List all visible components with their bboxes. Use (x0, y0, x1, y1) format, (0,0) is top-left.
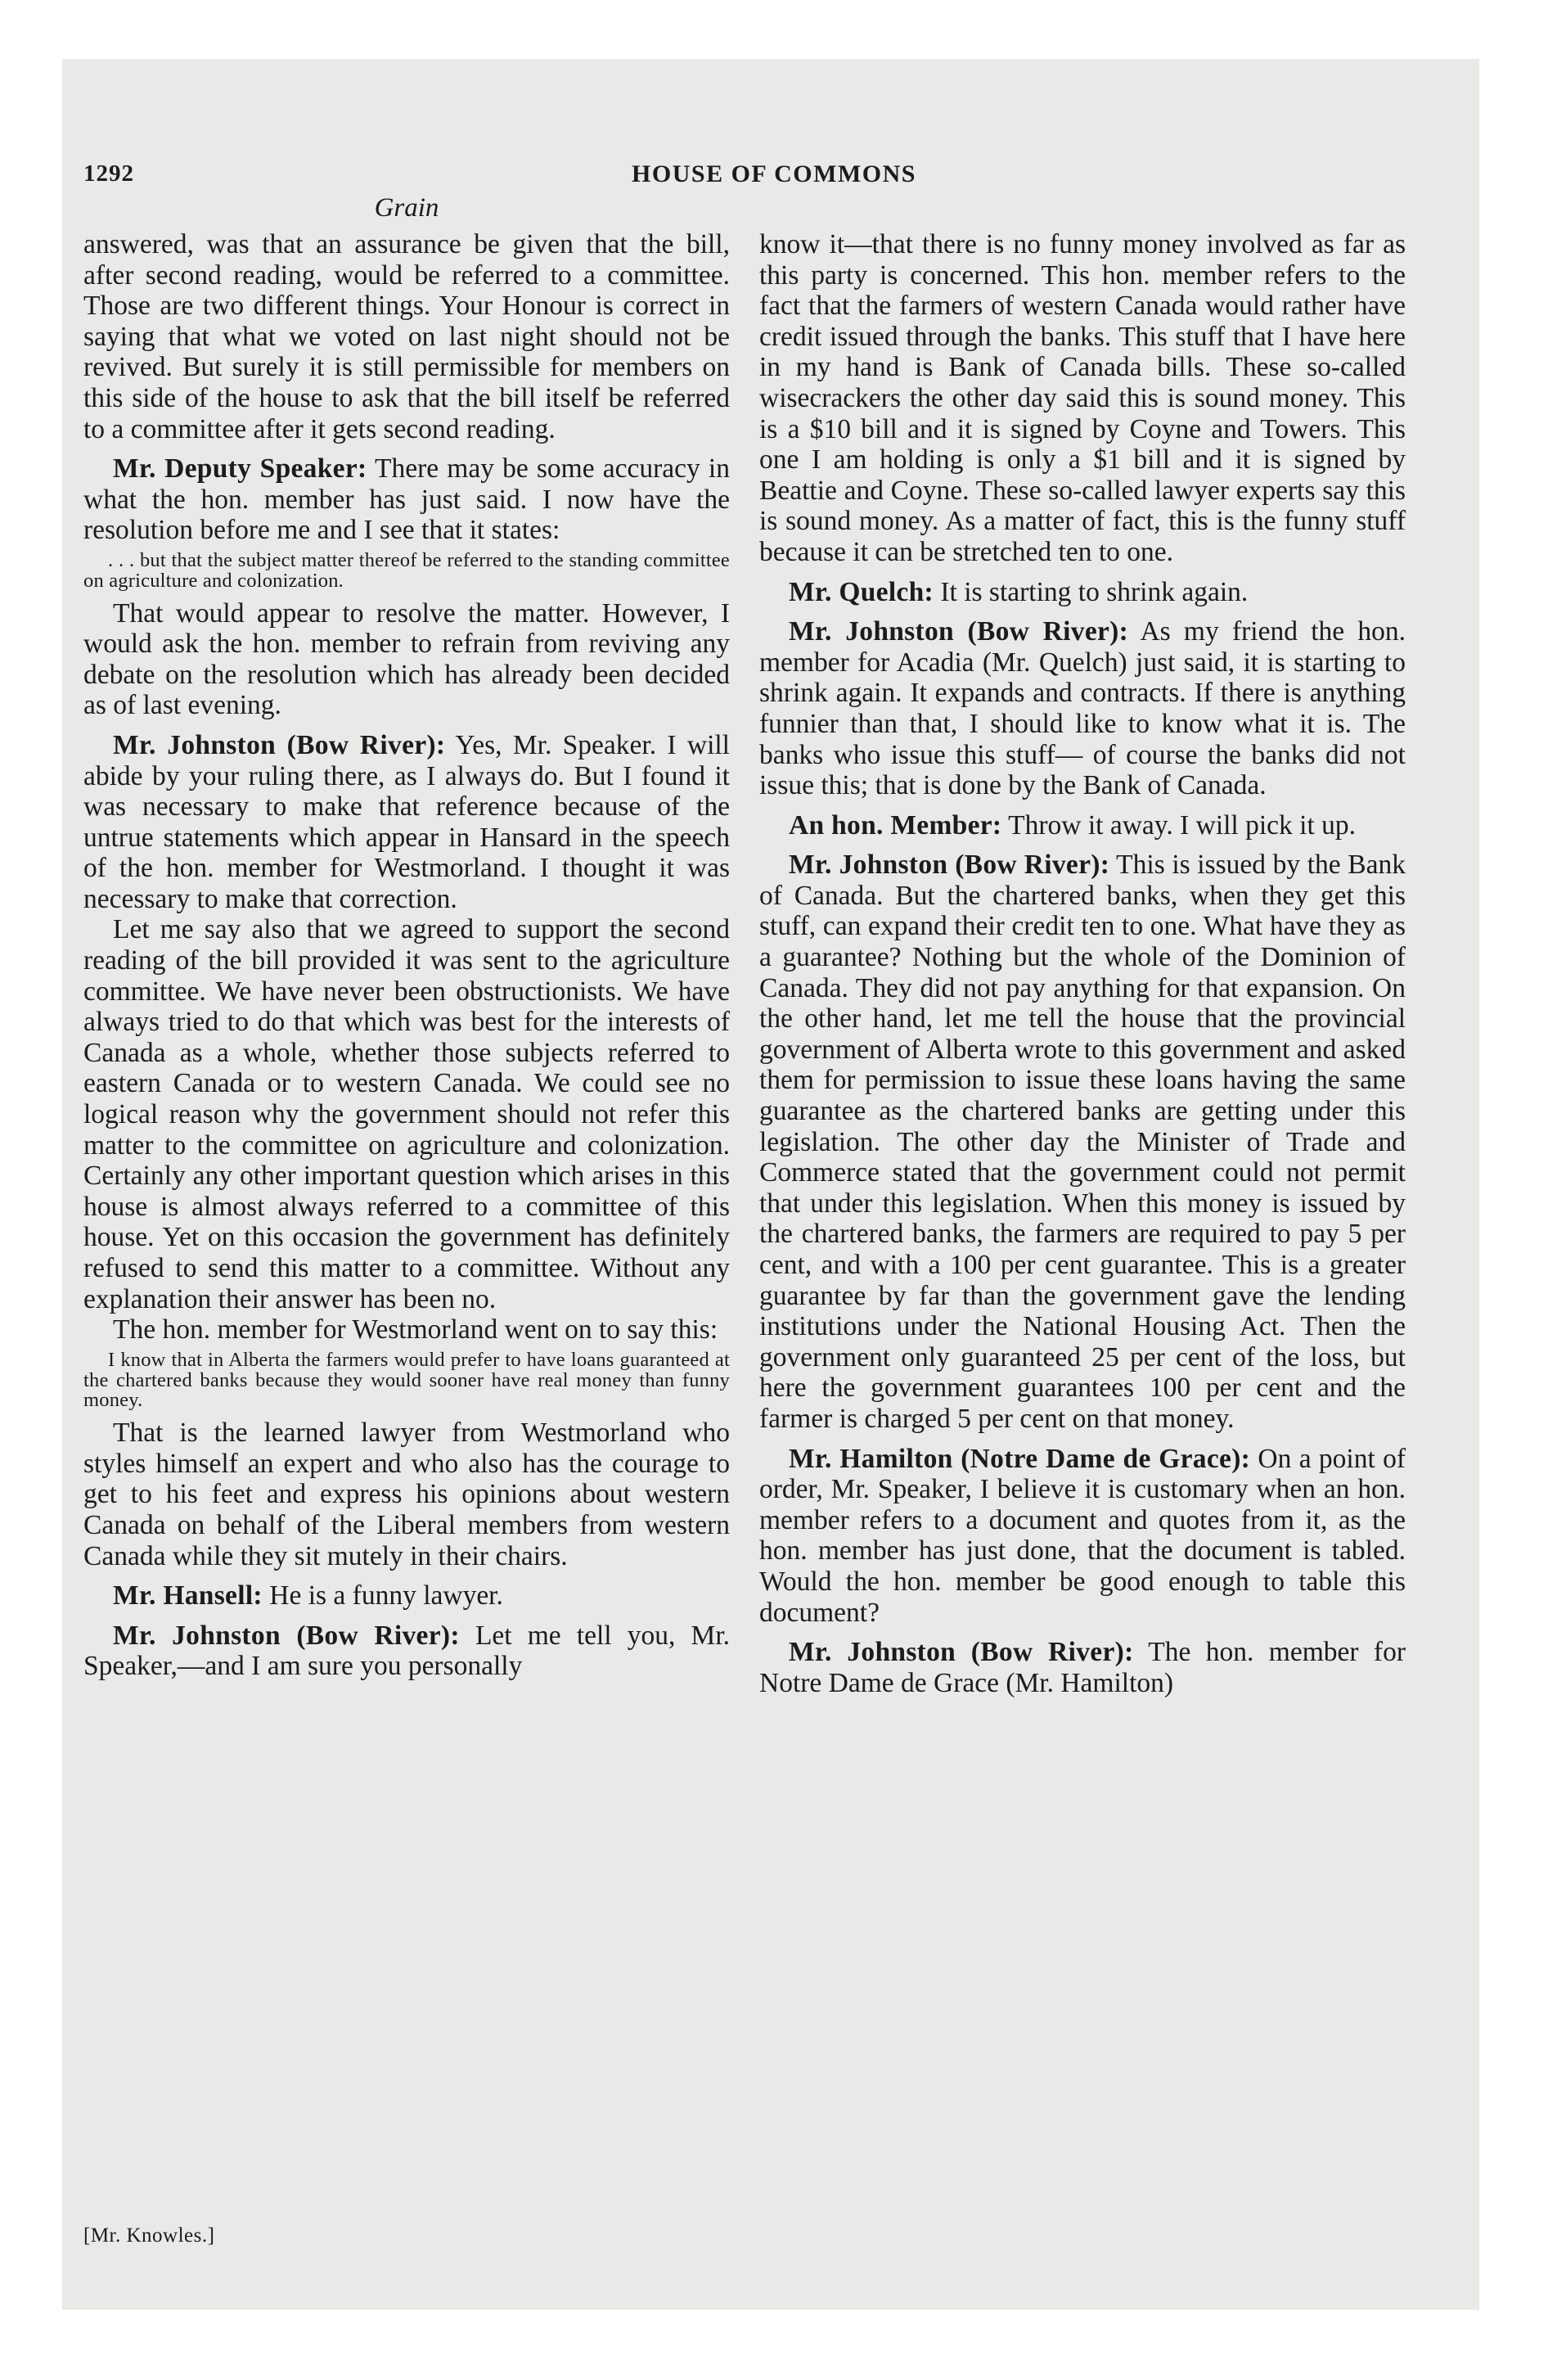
speaker-name: Mr. Johnston (Bow River): (113, 1620, 460, 1651)
left-column (83, 229, 730, 1682)
speech-text: As my friend the hon. member for Acadia (Mr. Quelch) just said, it is starting to shrink again. It expands and contracts. If there is anything funnier than that, I should like to know what it is. The banks who issue this stuff— of course the banks did not issue this; that is done by the Bank of Canada. (759, 616, 1406, 801)
body-paragraph: The hon. member for Westmorland went on to say this: (113, 1314, 718, 1346)
speech-text: On a point of order, Mr. Speaker, I believe it is customary when an hon. member refers to a document and quotes from it, as the hon. member has just done, that the document is tabled. Would the hon. member be good enough to table this document? (759, 1443, 1406, 1628)
footer-speaker-reference: [Mr. Knowles.] (83, 2224, 215, 2247)
speech-text: It is starting to shrink again. (933, 576, 1249, 607)
speech-text: There may be some accuracy in what the hon. member has just said. I now have the resolution before me and I see that it states: (83, 453, 730, 546)
body-paragraph: Let me say also that we agreed to support the second reading of the bill provided it was sent to the agriculture committee. We have never been obstructionists. We have always tried to do that which was best for the interests of Canada as a whole, whether those subjects referred to eastern Canada or to western Canada. We could see no logical reason why the government should not refer this matter to the committee on agriculture and colonization. Certainly any other important question which arises in this house is almost always referred to a committee of this house. Yet on this occasion the government has definitely refused to send this matter to a committee. Without any explanation their answer has been no. (83, 914, 730, 1314)
quoted-passage: . . . but that the subject matter thereof be referred to the standing committee on agriculture and colonization. (83, 548, 730, 592)
speaker-name: Mr. Hamilton (Notre Dame de Grace): (789, 1443, 1251, 1474)
body-paragraph: That would appear to resolve the matter. However, I would ask the hon. member to refrain from reviving any debate on the resolution which has already been decided as of last evening. (83, 597, 730, 721)
quoted-passage: I know that in Alberta the farmers would prefer to have loans guaranteed at the chartered banks because they would sooner have real money than funny money. (83, 1348, 730, 1412)
speech-text: Throw it away. I will pick it up. (1001, 809, 1357, 841)
speaker-name: Mr. Johnston (Bow River): (789, 850, 1110, 881)
body-paragraph: know it—that there is no funny money involved as far as this party is concerned. This hon. member refers to the fact that the farmers of western Canada would rather have credit issued through the banks. This stuff that I have here in my hand is Bank of Canada bills. These so-called wisecrackers the other day said this is sound money. This is a $10 bill and it is signed by Coyne and Towers. This one I am holding is only a $1 bill and it is signed by Beattie and Coyne. These so-called lawyer experts say this is sound money. As a matter of fact, this is the funny stuff because it can be stretched ten to one. (759, 229, 1406, 567)
speech-text: The hon. member for Notre Dame de Grace (Mr. Hamilton) (759, 1637, 1406, 1698)
speech-paragraph (759, 577, 1406, 608)
body-paragraph: answered, was that an assurance be given that the bill, after second reading, would be referred to a committee. Those are two different things. Your Honour is correct in saying that what we voted on last night should not be revived. But surely it is still permissible for members on this side of the house to ask that the bill itself be referred to a committee after it gets second reading. (83, 229, 730, 444)
speech-paragraph (83, 453, 730, 546)
speech-paragraph (759, 616, 1406, 801)
speaker-name: Mr. Deputy Speaker: (113, 453, 367, 485)
speaker-name: Mr. Quelch: (789, 576, 934, 607)
page-number: 1292 (83, 160, 134, 187)
speaker-name: Mr. Johnston (Bow River): (789, 616, 1129, 647)
speech-text: Yes, Mr. Speaker. I will abide by your ruling there, as I always do. But I found it was necessary to make that reference because of the untrue statements which appear in Hansard in the speech of the hon. member for Westmorland. I thought it was necessary to make that correction. (83, 729, 730, 914)
speaker-name: Mr. Johnston (Bow River): (113, 729, 446, 760)
speech-text: Let me tell you, Mr. Speaker,—and I am sure you personally (83, 1620, 730, 1682)
speech-paragraph (83, 1580, 730, 1611)
speaker-name: Mr. Hansell: (113, 1580, 263, 1611)
speaker-name: An hon. Member: (789, 809, 1002, 841)
section-title: Grain (374, 193, 439, 223)
speaker-name: Mr. Johnston (Bow River): (789, 1637, 1134, 1668)
speech-paragraph (759, 810, 1406, 841)
speech-paragraph (759, 850, 1406, 1434)
speech-text: This is issued by the Bank of Canada. But the chartered banks, when they get this stuff, can expand their credit ten to one. What have they as a guarantee? Nothing but the whole of the Dominion of Canada. They did not pay anything for that expansion. On the other hand, let me tell the house that the provincial government of Alberta wrote to this government and asked them for permission to issue these loans having the same guarantee as the chartered banks are getting under this legislation. The other day the Minister of Trade and Commerce stated that the government could not permit that under this legislation. When this money is issued by the chartered banks, the farmers are required to pay 5 per cent, and with a 100 per cent guarantee. This is a greater guarantee by far than the government gave the lending institutions under the National Housing Act. Then the government only guaranteed 25 per cent of the loss, but here the government guarantees 100 per cent and the farmer is charged 5 per cent on that money. (759, 850, 1406, 1434)
right-column (759, 229, 1406, 1698)
body-paragraph: That is the learned lawyer from Westmorland who styles himself an expert and who also has the courage to get to his feet and express his opinions about western Canada on behalf of the Liberal members from western Canada while they sit mutely in their chairs. (83, 1418, 730, 1571)
speech-paragraph (83, 730, 730, 915)
speech-paragraph (83, 1620, 730, 1682)
speech-paragraph (759, 1444, 1406, 1629)
page-header (83, 160, 1399, 193)
speech-paragraph (759, 1637, 1406, 1698)
speech-text: He is a funny lawyer. (262, 1580, 503, 1611)
running-title: HOUSE OF COMMONS (632, 160, 916, 187)
